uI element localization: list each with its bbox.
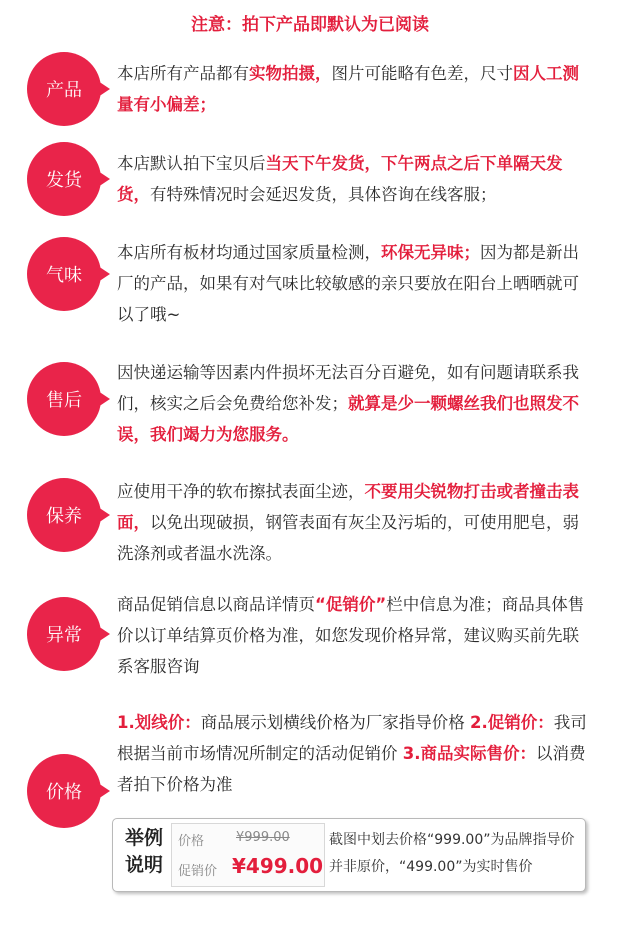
body-text: 栏中信息为准；商品具体售价以订单结算页价格为准，如您发现价格异常，建议购买前先联系客服咨询 bbox=[117, 595, 585, 676]
highlight-text: 3.商品实际售价： bbox=[402, 744, 536, 763]
body-text: 图片可能略有色差，尺寸 bbox=[331, 64, 513, 83]
example-title: 举例说明 bbox=[124, 827, 163, 876]
highlight-text: 1.划线价： bbox=[117, 713, 201, 732]
section-text bbox=[117, 237, 595, 330]
highlight-text: 环保无异味； bbox=[381, 243, 480, 262]
maintenance-badge: 保养 bbox=[27, 478, 101, 552]
body-text: 因快递运输等因素内件损坏无法百分百避免，如有问题请联系我们，核实之后会免费给您补发； bbox=[117, 363, 579, 413]
promo-price: ¥499.00 bbox=[232, 854, 324, 878]
anomaly-badge: 异常 bbox=[27, 597, 101, 671]
section-text bbox=[117, 707, 595, 800]
price-panel bbox=[171, 823, 325, 887]
body-text: 应使用干净的软布擦拭表面尘迹， bbox=[117, 482, 365, 501]
body-text: 因为都是新出厂的产品，如果有对气味比较敏感的亲只要放在阳台上晒晒就可以了哦~ bbox=[117, 243, 579, 324]
body-text: 我司根据当前市场情况所制定的活动促销价 bbox=[117, 713, 587, 763]
section-text bbox=[117, 357, 595, 450]
body-text: 以消费者拍下价格为准 bbox=[117, 744, 586, 794]
highlight-text: 就算是少一颗螺丝我们也照发不误，我们竭力为您服务。 bbox=[117, 394, 579, 444]
section-text bbox=[117, 476, 595, 569]
promo-label: 促销价 bbox=[178, 864, 218, 879]
price-label: 价格 bbox=[178, 834, 205, 849]
body-text: 本店默认拍下宝贝后 bbox=[117, 154, 266, 173]
section-text bbox=[117, 58, 595, 120]
highlight-text: 因人工测量有小偏差； bbox=[117, 64, 579, 114]
example-description: 截图中划去价格“999.00”为品牌指导价并非原价，“499.00”为实时售价 bbox=[329, 832, 575, 875]
highlight-text: 不要用尖锐物打击或者撞击表面， bbox=[117, 482, 579, 532]
product-badge: 产品 bbox=[27, 52, 101, 126]
section-text bbox=[117, 148, 595, 210]
odor-badge: 气味 bbox=[27, 237, 101, 311]
original-price: ¥999.00 bbox=[236, 830, 290, 845]
section-text bbox=[117, 589, 595, 682]
highlight-text: 实物拍摄， bbox=[249, 64, 332, 83]
highlight-text: “促销价” bbox=[315, 595, 387, 614]
shipping-badge: 发货 bbox=[27, 142, 101, 216]
price-badge: 价格 bbox=[27, 754, 101, 828]
after-sales-badge: 售后 bbox=[27, 362, 101, 436]
body-text: 本店所有板材均通过国家质量检测， bbox=[117, 243, 381, 262]
body-text: 商品促销信息以商品详情页 bbox=[117, 595, 315, 614]
notice-title: 注意：拍下产品即默认为已阅读 bbox=[191, 15, 429, 35]
body-text: 有特殊情况时会延迟发货，具体咨询在线客服； bbox=[150, 185, 497, 204]
example-box bbox=[112, 818, 586, 892]
highlight-text: 当天下午发货，下午两点之后下单隔天发货， bbox=[117, 154, 563, 204]
body-text: 本店所有产品都有 bbox=[117, 64, 249, 83]
highlight-text: 2.促销价： bbox=[470, 713, 554, 732]
body-text: 商品展示划横线价格为厂家指导价格 bbox=[200, 713, 470, 732]
body-text: 以免出现破损，钢管表面有灰尘及污垢的，可使用肥皂，弱洗涤剂或者温水洗涤。 bbox=[117, 513, 579, 563]
